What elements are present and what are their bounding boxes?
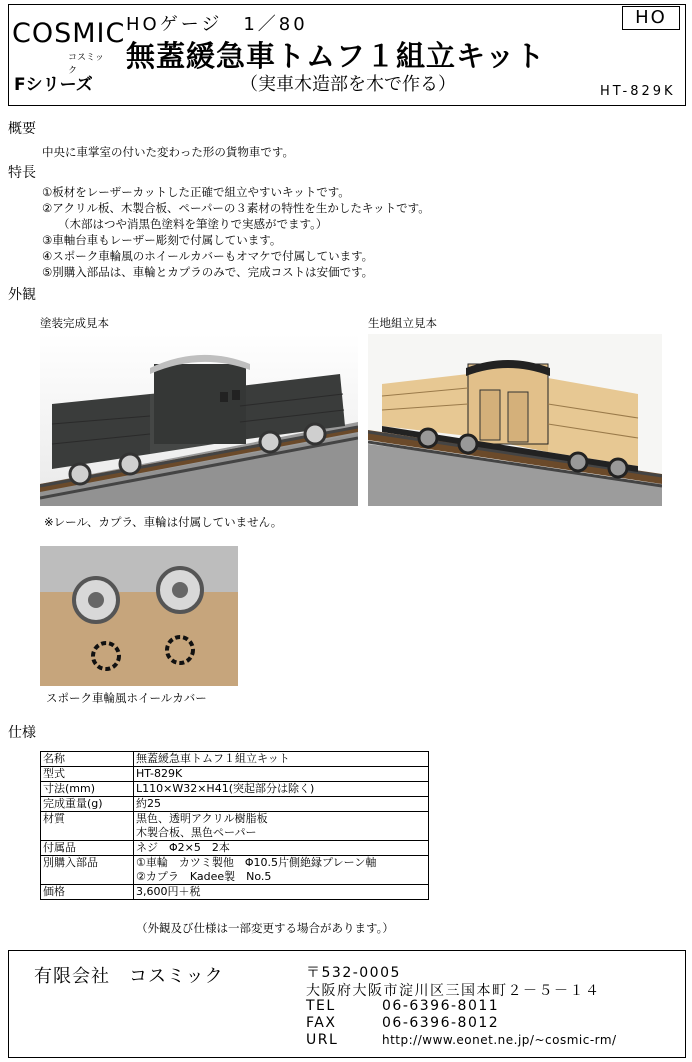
table-row [41,885,429,900]
tel-label: TEL [306,998,336,1014]
spec-key: 寸法(mm) [41,782,134,797]
spec-key: 型式 [41,767,134,782]
table-row [41,812,429,841]
raw-sample-photo [368,334,662,506]
spec-key: 別購入部品 [41,856,134,885]
logo-kana: コスミック [68,53,104,76]
postal-code: 〒532-0005 [306,965,401,981]
photo-caption-painted: 塗装完成見本 [40,316,109,330]
table-row [41,767,429,782]
series-label: Fシリーズ [14,75,93,95]
features-heading: 特長 [8,165,36,181]
company-name: 有限会社 コスミック [34,966,224,987]
spec-value: 約25 [134,797,429,812]
spec-value: 無蓋緩急車トムフ１組立キット [134,752,429,767]
overview-heading: 概要 [8,121,36,137]
page-title: 無蓋緩急車トムフ１組立キット [126,39,546,73]
spec-key: 名称 [41,752,134,767]
feature-item: ⑤別購入部品は、車輪とカプラのみで、完成コストは安価です。 [42,265,374,279]
feature-item: ③車軸台車もレーザー彫刻で付属しています。 [42,233,282,247]
table-row [41,752,429,767]
fax-number: 06-6396-8012 [382,1015,500,1031]
feature-item: ②アクリル板、木製合板、ペーパーの３素材の特性を生かしたキットです。 [42,201,430,215]
overview-text: 中央に車掌室の付いた変わった形の貨物車です。 [42,145,294,159]
tel-line [306,998,499,1014]
spec-value-multi [134,812,429,841]
url-label: URL [306,1032,339,1048]
spec-value-line: ①車輪 カツミ製他 Φ10.5片側絶縁プレーン軸 [136,856,377,869]
address: 大阪府大阪市淀川区三国本町２－５－１４ [306,983,601,999]
spec-key: 価格 [41,885,134,900]
spec-value-line: 木製合板、黒色ペーパー [136,826,257,839]
spec-key: 材質 [41,812,134,841]
url-link[interactable]: http://www.eonet.ne.jp/~cosmic-rm/ [382,1033,617,1047]
not-included-note: ※レール、カプラ、車輪は付属していません。 [44,515,283,529]
table-row [41,782,429,797]
spec-heading: 仕様 [8,725,36,741]
spec-key: 付属品 [41,841,134,856]
tel-number: 06-6396-8011 [382,998,500,1014]
url-line [306,1032,617,1048]
ho-badge: HO [622,6,680,30]
spec-value: ネジ Φ2×5 2本 [134,841,429,856]
page-subtitle: （実車木造部を木で作る） [240,74,456,95]
appearance-heading: 外観 [8,287,36,303]
painted-sample-photo [40,334,358,506]
feature-item: ①板材をレーザーカットした正確で組立やすいキットです。 [42,185,350,199]
spec-key: 完成重量(g) [41,797,134,812]
spec-value-line: ②カプラ Kadee製 No.5 [136,870,272,883]
fax-label: FAX [306,1015,337,1031]
cosmic-logo [12,8,126,76]
spec-value-line: 黒色、透明アクリル樹脂板 [136,812,268,825]
spec-note: （外観及び仕様は一部変更する場合があります。） [136,921,394,935]
spec-value: 3,600円＋税 [134,885,429,900]
photo-caption-raw: 生地組立見本 [368,316,437,330]
table-row [41,797,429,812]
product-code: HT-829K [600,84,676,99]
spec-value-multi [134,856,429,885]
logo-word: COSMIC [12,18,126,49]
feature-item: （木部はつや消黒色塗料を筆塗りで実感がでます。） [58,217,328,231]
spec-value: HT-829K [134,767,429,782]
spec-value: L110×W32×H41(突起部分は除く) [134,782,429,797]
wheel-cover-caption: スポーク車輪風ホイールカバー [46,691,207,705]
spec-table [40,751,429,900]
table-row [41,841,429,856]
table-row [41,856,429,885]
feature-item: ④スポーク車輪風のホイールカバーもオマケで付属しています。 [42,249,374,263]
gauge-scale: HOゲージ 1／80 [126,14,308,35]
wheel-cover-photo [40,546,238,686]
fax-line [306,1015,499,1031]
